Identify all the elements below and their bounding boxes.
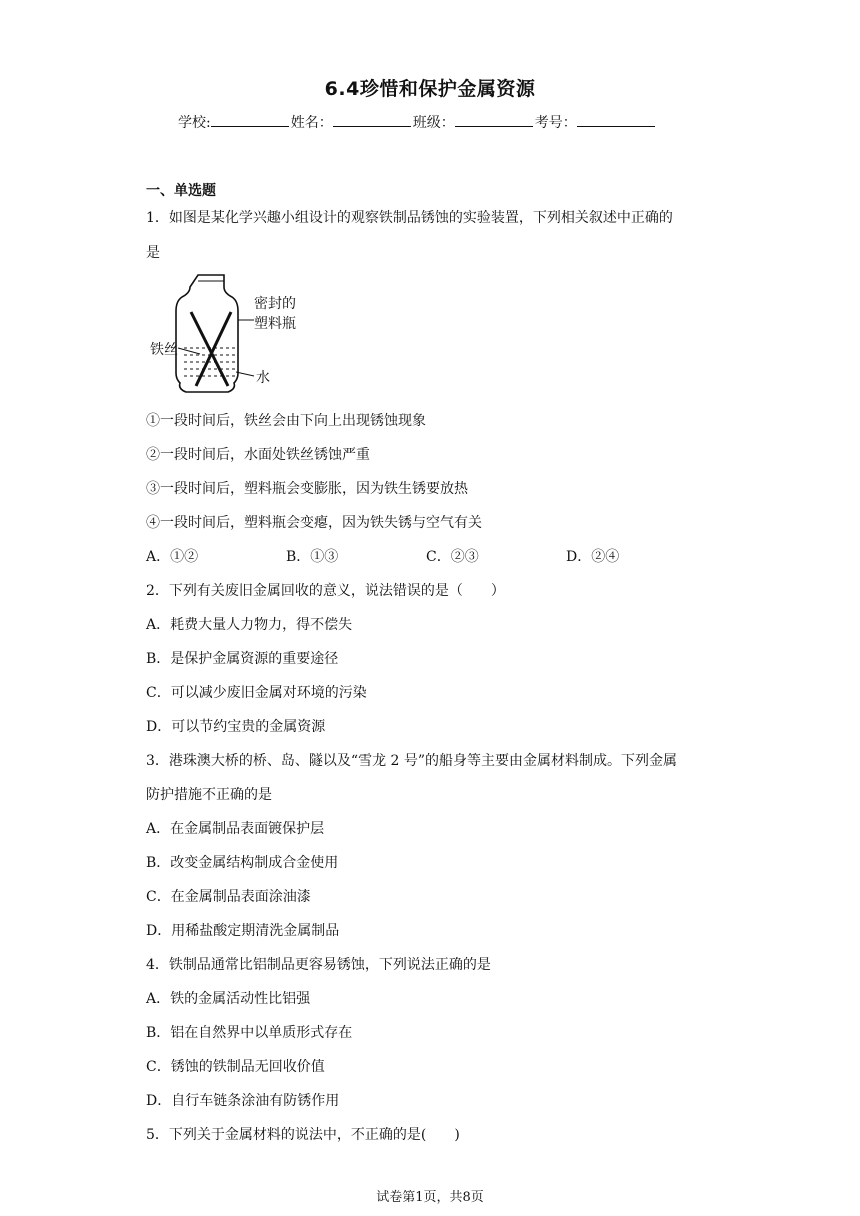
q1-option-c[interactable]: C．②③ <box>426 549 479 565</box>
q4-option-a[interactable]: A．铁的金属活动性比铝强 <box>146 991 311 1007</box>
student-info-row <box>178 112 657 132</box>
q1-option-a[interactable]: A．①② <box>146 549 199 565</box>
iron-wire-2 <box>196 312 231 386</box>
q3-option-a[interactable]: A．在金属制品表面镀保护层 <box>146 821 325 837</box>
school-field <box>178 112 291 132</box>
q3-option-c[interactable]: C．在金属制品表面涂油漆 <box>146 889 311 905</box>
q1-stem-line2: 是 <box>146 245 160 261</box>
class-label: 班级： <box>412 115 455 131</box>
page-title: 6.4珍惜和保护金属资源 <box>324 78 536 100</box>
q2-option-d[interactable]: D．可以节约宝贵的金属资源 <box>146 719 326 735</box>
wire-label: 铁丝 <box>150 342 178 358</box>
q1-option-b[interactable]: B．①③ <box>286 549 339 565</box>
rust-experiment-figure <box>150 270 310 395</box>
bottle-label-line2: 塑料瓶 <box>254 316 296 332</box>
q3-stem-line1: 3．港珠澳大桥的桥、岛、隧以及“雪龙 2 号”的船身等主要由金属材料制成。下列金属 <box>146 753 678 769</box>
section-heading: 一、单选题 <box>146 183 216 199</box>
exam-number-field <box>535 112 657 132</box>
page-footer: 试卷第1页，共8页 <box>376 1190 484 1205</box>
wire-leader <box>178 348 200 354</box>
bottle-label-line1: 密封的 <box>254 296 296 312</box>
name-blank[interactable] <box>333 112 411 127</box>
q1-statement-3: ③一段时间后，塑料瓶会变膨胀，因为铁生锈要放热 <box>146 481 468 497</box>
q4-option-c[interactable]: C．锈蚀的铁制品无回收价值 <box>146 1059 325 1075</box>
exam-number-blank[interactable] <box>577 112 655 127</box>
q1-options <box>146 546 706 566</box>
q1-statement-2: ②一段时间后，水面处铁丝锈蚀严重 <box>146 447 370 463</box>
q1-stem-line1: 1．如图是某化学兴趣小组设计的观察铁制品锈蚀的实验装置，下列相关叙述中正确的 <box>146 210 673 226</box>
school-label: 学校: <box>178 115 211 131</box>
q2-stem: 2．下列有关废旧金属回收的意义，说法错误的是（ ） <box>146 583 505 599</box>
exam-number-label: 考号： <box>534 115 577 131</box>
bottle-outline <box>176 275 238 392</box>
school-blank[interactable] <box>211 112 289 127</box>
q3-option-b[interactable]: B．改变金属结构制成合金使用 <box>146 855 339 871</box>
q4-option-b[interactable]: B．铝在自然界中以单质形式存在 <box>146 1025 353 1041</box>
q5-stem: 5．下列关于金属材料的说法中，不正确的是( ) <box>146 1127 460 1143</box>
name-label: 姓名： <box>290 115 333 131</box>
iron-wire-1 <box>191 312 228 386</box>
q3-stem-line2: 防护措施不正确的是 <box>146 787 272 803</box>
q1-statement-4: ④一段时间后，塑料瓶会变瘪，因为铁失锈与空气有关 <box>146 515 482 531</box>
q2-option-b[interactable]: B．是保护金属资源的重要途径 <box>146 651 339 667</box>
q4-option-d[interactable]: D．自行车链条涂油有防锈作用 <box>146 1093 340 1109</box>
q1-option-d[interactable]: D．②④ <box>566 549 620 565</box>
water-label: 水 <box>256 370 270 386</box>
name-field <box>291 112 413 132</box>
class-blank[interactable] <box>455 112 533 127</box>
q1-statement-1: ①一段时间后，铁丝会由下向上出现锈蚀现象 <box>146 413 426 429</box>
q4-stem: 4．铁制品通常比铝制品更容易锈蚀，下列说法正确的是 <box>146 957 491 973</box>
class-field <box>413 112 535 132</box>
q3-option-d[interactable]: D．用稀盐酸定期清洗金属制品 <box>146 923 340 939</box>
q2-option-c[interactable]: C．可以减少废旧金属对环境的污染 <box>146 685 367 701</box>
q2-option-a[interactable]: A．耗费大量人力物力，得不偿失 <box>146 617 353 633</box>
